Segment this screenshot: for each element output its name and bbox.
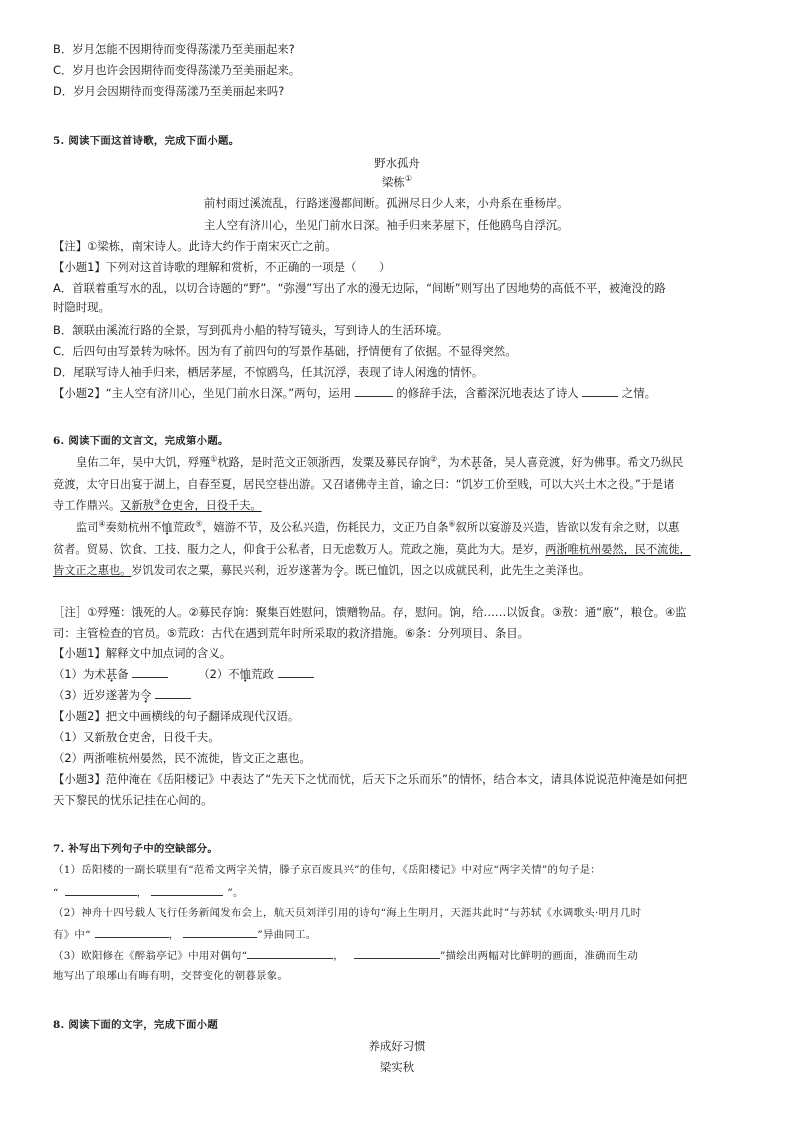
q5-poem-title: 野水孤舟 (374, 156, 420, 170)
underlined-sentence (120, 499, 261, 512)
text: （1）为术 (53, 667, 106, 681)
q5-option-a: A．首联着重写水的乱，以切合诗题的“野”。“弥漫”写出了水的漫无边际，“间断”则写出了因地势的高低不平，被淹没的路 (53, 281, 666, 295)
text: （2）不 (198, 667, 240, 681)
q5-heading: 5. 阅读下面这首诗歌，完成下面小题。 (53, 135, 240, 147)
text: 荒政 (251, 667, 274, 681)
text: 【小题2】“主人空有济川心，坐见门前水日深。”两句，运用 (53, 386, 352, 400)
q7-item-2-blanks (53, 926, 749, 943)
answer-blank[interactable] (247, 947, 333, 959)
dotted-word: 令 (139, 688, 152, 702)
prev-option-b: B．岁月怎能不因期待而变得荡漾乃至美丽起来? (53, 42, 295, 56)
q7-item-1-blanks (53, 884, 749, 901)
q7-item-2: （2）神舟十四号载人飞行任务新闻发布会上，航天员刘洋引用的诗句“海上生明月，天涯共此时”与苏轼《水调歌头·明月几时 (53, 907, 642, 919)
q6-passage-line (76, 455, 749, 471)
text: 监司 (76, 521, 99, 534)
q5-poem-line-2: 主人空有济川心，坐见门前水日深。袖手归来茅屋下，任他鸥鸟自浮沉。 (204, 218, 569, 232)
text: 又新敖 (120, 499, 154, 512)
q5-sub1-question: 【小题1】下列对这首诗歌的理解和赏析，不正确的一项是（ ） (53, 260, 391, 274)
text: ， (136, 887, 148, 899)
text: 的修辞手法，含蓄深沉地表达了诗人 (396, 386, 579, 400)
footnote-mark: ③ (153, 497, 161, 507)
q5-option-a-cont: 时隐时现。 (53, 300, 110, 314)
text: （3）欧阳修在《醉翁亭记》中用对偶句“ (53, 950, 248, 962)
answer-blank[interactable] (183, 926, 257, 938)
text: 备，吴人喜竞渡，好为佛事。希文乃纵民 (481, 456, 684, 469)
text: ”。 (227, 887, 244, 899)
q5-sub2-question (53, 385, 749, 401)
text: 皇佑二年，吴中大饥，殍殣 (76, 456, 211, 469)
q6-passage-line (53, 542, 749, 558)
answer-blank[interactable] (355, 385, 393, 397)
text: 之情。 (621, 386, 657, 400)
q6-passage-line (53, 563, 749, 579)
q5-option-c: C．后四句由写景转为咏怀。因为有了前四句的写景作基础，抒情便有了依据。不显得突然。 (53, 344, 517, 358)
q8-heading: 8. 阅读下面的文字，完成下面小题 (53, 1019, 219, 1031)
q5-option-b: B．颔联由溪流行路的全景，写到孤舟小船的特写镜头，写到诗人的生活环境。 (53, 323, 449, 337)
q6-heading: 6. 阅读下面的文言文，完成第小题。 (53, 435, 229, 447)
q7-item-3-cont: 地写出了琅琊山有晦有明，交替变化的朝暮景象。 (53, 970, 289, 982)
dotted-word: 甚 (470, 456, 482, 469)
text: （3）近岁遂著为 (53, 688, 140, 702)
prev-option-d: D．岁月会因期待而变得荡漾乃至美丽起来吗? (53, 84, 285, 98)
text: ”描绘出两幅对比鲜明的画面，准确而生动 (439, 950, 639, 962)
text: 寺工作鼎兴。 (53, 499, 121, 512)
text: 枕路，是时范文正领浙西，发粟及募民存饷 (217, 456, 431, 469)
text: 奏劾杭州不 (105, 521, 162, 534)
footnote-mark: ② (430, 454, 438, 464)
q6-sub3-question-cont: 天下黎民的忧乐记挂在心间的。 (53, 793, 213, 807)
text: 岁饥发司农之粟，募民兴利，近岁遂著为 (131, 564, 333, 577)
text: ，嬉游不节，及公私兴造，伤耗民力，文正乃自条 (202, 521, 449, 534)
text: 仓吏舍，日役千夫。 (160, 499, 262, 512)
footnote-mark: ④ (98, 519, 106, 529)
q7-item-1: （1）岳阳楼的一副长联里有“范希文两字关情，滕子京百废具兴”的佳句，《岳阳楼记》中对应“两字关情”的句子是： (53, 864, 601, 876)
q6-sub3-question: 【小题3】范仲淹在《岳阳楼记》中表达了“先天下之忧而忧，后天下之乐而乐”的情怀，结合本文，请具体说说范仲淹是如何把 (53, 772, 688, 786)
text: 叙所以宴游及兴造，皆欲以发有余之财，以惠 (455, 521, 680, 534)
q7-item-3 (53, 947, 749, 964)
text: 贫者。贸易、饮食、工技、服力之人，仰食于公私者，日无虑数万人。荒政之施，莫此为大。是岁， (53, 543, 546, 556)
text: 荒政 (172, 521, 196, 534)
text: 备 (117, 667, 129, 681)
q6-sub2-item-1: （1）又新敖仓吏舍，日役千夫。 (53, 730, 220, 744)
dotted-word: 令 (332, 564, 344, 577)
answer-blank[interactable] (65, 884, 137, 896)
q5-poem-line-1: 前村雨过溪流乱，行路迷漫都间断。孤洲尽日少人来，小舟系在垂杨岸。 (204, 196, 569, 210)
underlined-sentence: 皆文正之惠也。 (53, 564, 132, 577)
footnote-mark: ① (404, 174, 412, 184)
answer-blank[interactable] (278, 666, 314, 678)
text: ， (333, 950, 344, 962)
text: ， (168, 929, 180, 941)
q6-sub1-question: 【小题1】解释文中加点词的含义。 (53, 646, 232, 660)
dotted-word: 恤 (161, 521, 173, 534)
prev-option-c: C．岁月也许会因期待而变得荡漾乃至美丽起来。 (53, 63, 301, 77)
text: “ (53, 887, 59, 899)
q8-article-title: 养成好习惯 (368, 1039, 426, 1053)
answer-blank[interactable] (155, 687, 191, 699)
text: 。既已恤饥，因之以成就民利，此先生之美泽也。 (343, 564, 591, 577)
answer-blank[interactable] (132, 666, 168, 678)
q6-passage-line: 竞渡，太守日出宴于湖上，自春至夏，居民空巷出游。又召诸佛寺主首，谕之曰：“饥岁工价至贱，可以大兴土木之役。”于是诸 (53, 478, 675, 491)
footnote-mark: ⑥ (448, 519, 456, 529)
q6-note: ［注］①殍殣：饿死的人。②募民存饷：聚集百姓慰问，馈赠物品。存，慰问。饷，给……以饭食。③敖：通“廒”，粮仓。④监 (53, 605, 687, 619)
footnote-mark: ① (210, 454, 218, 464)
text: ，为术 (437, 456, 471, 469)
answer-blank[interactable] (354, 947, 440, 959)
text: ”异曲同工。 (257, 929, 317, 941)
footnote-mark: ⑤ (195, 519, 203, 529)
q6-sub2-item-2: （2）两浙唯杭州晏然，民不流徙，皆文正之惠也。 (53, 751, 311, 765)
q8-article-author: 梁实秋 (379, 1060, 415, 1074)
answer-blank[interactable] (95, 926, 169, 938)
q5-poem-author (0, 174, 794, 190)
q5-note: 【注】①梁栋，南宋诗人。此诗大约作于南宋灭亡之前。 (53, 239, 337, 253)
q6-passage-line (53, 498, 749, 514)
q7-heading: 7. 补写出下列句子中的空缺部分。 (53, 843, 219, 855)
q6-sub1-items (53, 666, 749, 682)
q6-sub1-item-3 (53, 687, 749, 703)
author-name: 梁栋 (382, 175, 405, 189)
q6-passage-line (76, 520, 749, 536)
dotted-word: 恤 (239, 667, 252, 681)
answer-blank[interactable] (151, 884, 223, 896)
text: 有》中“ (53, 929, 91, 941)
dotted-word: 甚 (105, 667, 118, 681)
q6-sub2-question: 【小题2】把文中画横线的句子翻译成现代汉语。 (53, 709, 300, 723)
answer-blank[interactable] (582, 385, 618, 397)
q6-note-cont: 司：主管检查的官员。⑤荒政：古代在遇到荒年时所采取的救济措施。⑥条：分列项目、条目。 (53, 626, 530, 640)
underlined-sentence: 两浙唯杭州晏然，民不流徙， (545, 543, 691, 556)
q5-option-d: D．尾联写诗人袖手归来，栖居茅屋，不惊鸥鸟，任其沉浮，表现了诗人闲逸的情怀。 (53, 365, 484, 379)
